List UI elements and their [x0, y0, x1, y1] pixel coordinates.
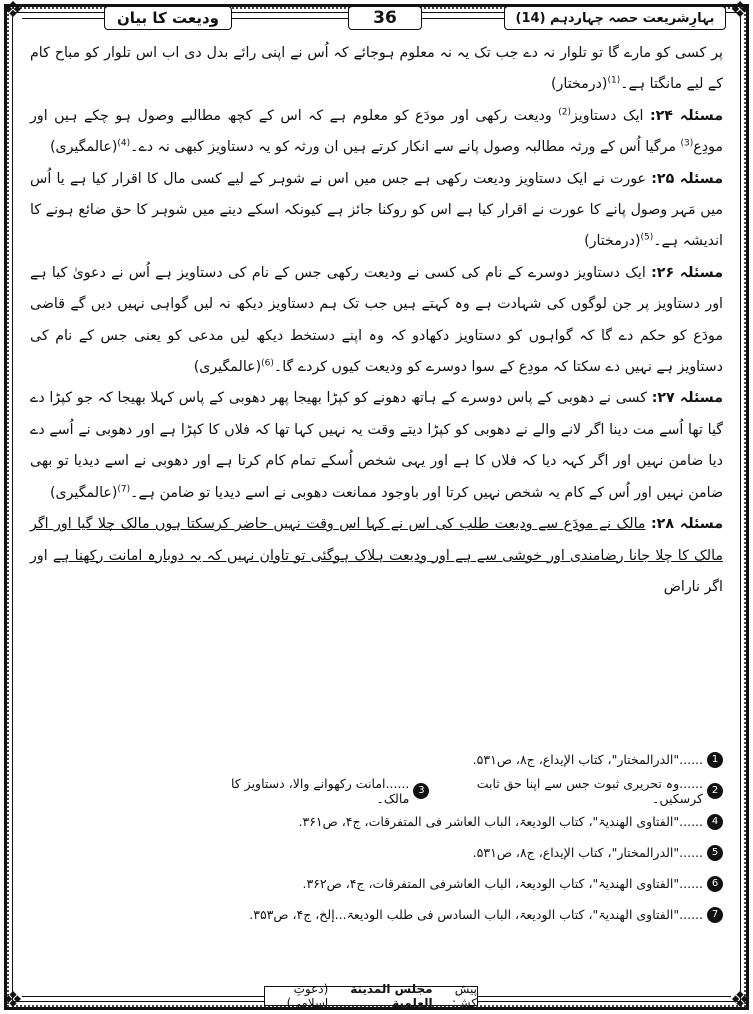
masla-label: مسئلہ ۲۵: [651, 170, 724, 187]
masla-24: مسئلہ ۲۴: ایک دستاویز$^{(2)}$ ودیعت رکھی اور مودَع کو معلوم ہے کہ اس کے کچھ مطالبے وصول ہو چکے ہیں اور مودِع$^{(3)}$ مرگیا اُس کے ورثہ مطالبہ وصول پانے سے انکار کرتے ہیں ان ورثہ کو یہ دستاویز کبھی نہ دے۔$^{(4)}$(عالمگیری) [30, 107, 723, 156]
masla-26: مسئلہ ۲۶: ایک دستاویز دوسرے کے نام کی کسی نے ودیعت رکھی جس کے نام کی دستاویز ہے اُس نے دعویٰ کیا ہے اور دستاویز پر جن لوگوں کی شہادت ہے وہ کہتے ہیں جب تک ہم دستاویز دیکھ نہ لیں گواہی نہیں دیں گے قاضی مودَع کو حکم دے گا کہ گواہوں کو دستاویز دکھادو کہ وہ اپنے دستخط دیکھ لیں مدعی کو یعنی جس کے نام کی دستاویز ہے نہیں دے سکتا کہ مودِع کے سوا دوسرے کو ودیعت کیوں کردے گا۔$^{(6)}$(عالمگیری) [30, 264, 723, 376]
header-rule [232, 18, 348, 19]
footnote-1: 1 ......"الدرالمختار"، کتاب الإیداع، ج۸، ص۵۳۱. [30, 744, 723, 775]
masla-27: مسئلہ ۲۷: کسی نے دھوبی کے پاس دوسرے کے ہاتھ دھونے کو کپڑا بھیجا پھر دھوبی کے پاس کہلا بھیجا کہ جو کپڑا دے گیا تھا اُسے مت دینا اگر لانے والے نے دھوبی کو کپڑا دیتے وقت یہ نہیں کہا تھا کہ فلاں کا کپڑا ہے اور دھوبی نے اُسے دے دیا ضامن نہیں اور اگر کہہ دیا کہ فلاں کا ہے اور یہی شخص اُسکے تمام کام کرتا ہے اور دھوبی نے اسے دیدیا تو بھی ضامن نہیں اور اُس کے کام یہ شخص نہیں کرتا اور باوجود ممانعت دھوبی نے اسے دیدیا تو ضامن ہے۔$^{(7)}$(عالمگیری) [30, 390, 723, 501]
header-rule [22, 18, 104, 19]
footnote-number: 3 [413, 783, 429, 799]
masla-label: مسئلہ ۲۷: [651, 390, 723, 407]
footnote-number: 6 [707, 876, 723, 892]
footnote-5: 5 ......"الدرالمختار"، کتاب الإیداع، ج۸، ص۵۳۱. [30, 837, 723, 868]
masla-25: مسئلہ ۲۵: عورت نے ایک دستاویز ودیعت رکھی ہے جس میں اس نے شوہر کے لیے کسی مال کا اقرار کیا ہے یا اُس میں مَہر وصول پانے کا عورت نے اقرار کیا ہے اس کو روکنا جائز ہے کیونکہ اسکے دینے میں شوہر کا حق ضائع ہونے کا اندیشہ ہے۔$^{(5)}$(درمختار) [30, 170, 724, 250]
footnote-row-2-3 [30, 775, 723, 806]
corner-ornament-icon: ❖ [730, 988, 750, 1013]
corner-ornament-icon: ❖ [3, 988, 23, 1013]
footnote-number: 5 [707, 845, 723, 861]
paragraph-continuation: پر کسی کو مارے گا تو تلوار نہ دے جب تک یہ نہ معلوم ہوجائے کہ اُس نے اپنی رائے بدل دی اب اس تلوار کو مباح کام کے لیے مانگتا ہے۔$^{(1)}$(درمختار) [30, 45, 723, 93]
footer-presented-by: پیش کش: [451, 982, 477, 1010]
footer-rule [22, 996, 264, 997]
masla-label: مسئلہ ۲۶: [651, 264, 723, 281]
footnote-number: 7 [707, 907, 723, 923]
masla-label: مسئلہ ۲۴: [649, 107, 723, 124]
header-rule [422, 18, 504, 19]
page-number: 36 [348, 6, 422, 30]
page-footer [264, 982, 478, 1010]
footnote-4: 4 ......"الفتاوی الھندیۃ"، کتاب الودیعۃ، الباب العاشر فی المتفرقات، ج۴، ص۳۶۱. [30, 806, 723, 837]
masla-28: مسئلہ ۲۸: مالک نے مودَع سے ودیعت طلب کی اس نے کہا اس وقت نہیں حاضر کرسکتا ہوں مالک چلا گیا اور اگر مالک کا چلا جانا رضامندی اور خوشی سے ہے اور ودیعت ہلاک ہوگئی تو تاوان نہیں کہ یہ دوبارہ امانت رکھنا ہے اور اگر ناراض [30, 516, 723, 595]
book-title: بہارِشریعت حصہ چہاردہم (14) [504, 6, 726, 30]
page-body [30, 38, 723, 603]
footnote-3: 3 ......امانت رکھوانے والا، دستاویز کا مالک۔ [200, 776, 429, 806]
footer-org-sub: (دعوتِ اسلامی) [286, 982, 329, 1010]
footnotes [30, 744, 723, 930]
footnote-number: 4 [707, 814, 723, 830]
footnote-number: 2 [707, 783, 723, 799]
footer-rule [478, 996, 731, 997]
corner-ornament-icon: ❖ [730, 0, 750, 23]
footnote-number: 1 [707, 752, 723, 768]
footer-org: مجلس المدينة العلمية [350, 982, 433, 1010]
chapter-title: ودیعت کا بیان [104, 6, 232, 30]
masla-label: مسئلہ ۲۸: [650, 516, 723, 533]
footnote-6: 6 ......"الفتاوی الھندیۃ"، کتاب الودیعۃ، الباب العاشرفی المتفرقات، ج۴، ص۳۶۲. [30, 868, 723, 899]
footnote-7: 7 ......"الفتاوی الھندیۃ"، کتاب الودیعۃ، الباب السادس فی طلب الودیعۃ...إلخ، ج۴، ص۳۵۳. [30, 899, 723, 930]
page-header [22, 4, 732, 32]
footnote-2: 2 ......وہ تحریری ثبوت جس سے اپنا حق ثابت کرسکیں۔ [429, 776, 723, 806]
corner-ornament-icon: ❖ [3, 0, 23, 23]
